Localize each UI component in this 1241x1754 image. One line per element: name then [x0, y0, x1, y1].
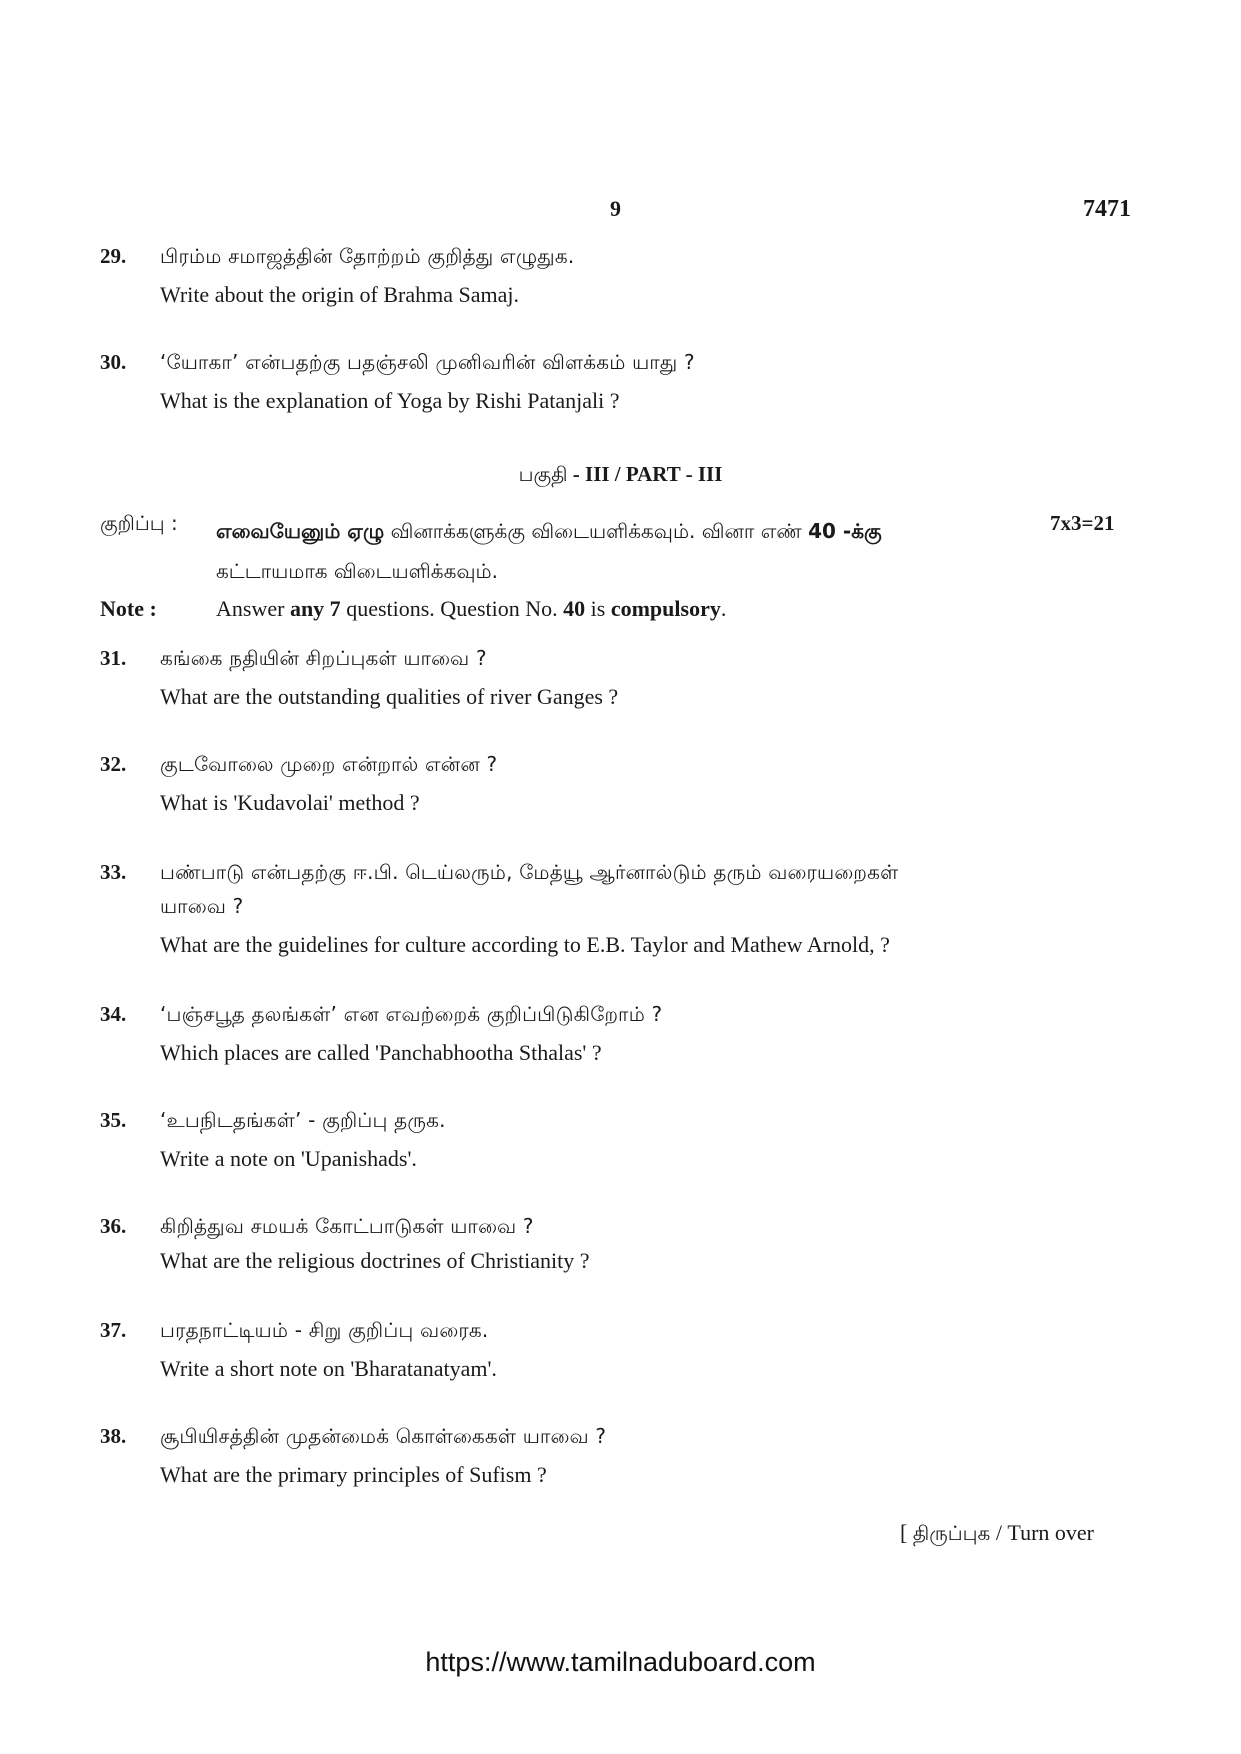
- question-text-tamil: சூபியிசத்தின் முதன்மைக் கொள்கைகள் யாவை ?: [160, 1424, 607, 1448]
- marks-allocation: 7x3=21: [1050, 511, 1115, 535]
- question-text-tamil: கங்கை நதியின் சிறப்புகள் யாவை ?: [160, 646, 487, 670]
- question-text-tamil: ‘உபநிடதங்கள்’ - குறிப்பு தருக.: [160, 1108, 446, 1132]
- question-text-tamil: பரதநாட்டியம் - சிறு குறிப்பு வரைக.: [160, 1318, 489, 1342]
- turn-over-english: / Turn over: [990, 1520, 1095, 1545]
- question-text-english: Write a short note on 'Bharatanatyam'.: [160, 1356, 497, 1381]
- question-number: 31.: [100, 646, 127, 670]
- question-text-english: What is the explanation of Yoga by Rishi Patanjali ?: [160, 388, 620, 413]
- question-number: 37.: [100, 1318, 127, 1342]
- part-title-tamil: பகுதி: [518, 462, 568, 486]
- note-text-part: questions. Question No.: [340, 596, 564, 621]
- note-emphasis: compulsory: [610, 596, 721, 621]
- question-text-english: What are the primary principles of Sufism ?: [160, 1462, 547, 1487]
- question-text-english: What is 'Kudavolai' method ?: [160, 790, 420, 815]
- note-text-part: கட்டாயமாக விடையளிக்கவும்.: [216, 559, 498, 583]
- question-text-english: Which places are called 'Panchabhootha Sthalas' ?: [160, 1040, 602, 1065]
- turn-over-note: [900, 1520, 1094, 1548]
- footer-url: https://www.tamilnaduboard.com: [425, 1647, 816, 1677]
- turn-over-tamil: திருப்புக: [912, 1521, 991, 1545]
- question-text-english: What are the outstanding qualities of river Ganges ?: [160, 684, 619, 709]
- question-text-english: What are the guidelines for culture according to E.B. Taylor and Mathew Arnold, ?: [160, 932, 890, 957]
- question-text-english: Write a note on 'Upanishads'.: [160, 1146, 417, 1171]
- question-text-tamil: கிறித்துவ சமயக் கோட்பாடுகள் யாவை ?: [160, 1214, 534, 1238]
- question-number: 33.: [100, 860, 127, 884]
- question-number: 30.: [100, 350, 127, 374]
- part-title-english: - III / PART - III: [567, 462, 723, 486]
- question-number: 35.: [100, 1108, 127, 1132]
- note-label-english: Note :: [100, 596, 157, 621]
- question-number: 38.: [100, 1424, 127, 1448]
- question-number: 32.: [100, 752, 127, 776]
- paper-code: 7471: [1083, 196, 1131, 222]
- note-text-part: is: [585, 596, 611, 621]
- part-title: [0, 462, 1241, 489]
- question-text-tamil: பிரம்ம சமாஜத்தின் தோற்றம் குறித்து எழுதுக.: [160, 244, 575, 268]
- question-number: 34.: [100, 1002, 127, 1026]
- note-text-part: .: [720, 596, 727, 621]
- turn-over-bracket: [: [900, 1520, 913, 1545]
- note-label-tamil: குறிப்பு :: [100, 511, 178, 535]
- question-text-tamil-continued: யாவை ?: [160, 894, 244, 918]
- note-emphasis: any 7: [289, 596, 341, 621]
- note-question-number: 40 -க்கு: [808, 519, 882, 543]
- note-text-tamil: [216, 511, 1036, 591]
- note-emphasis: எவையேனும் ஏழு: [216, 519, 385, 543]
- page-number: 9: [610, 196, 621, 221]
- question-number: 29.: [100, 244, 127, 268]
- note-text-part: வினாக்களுக்கு விடையளிக்கவும். வினா எண்: [384, 519, 809, 543]
- question-text-tamil: பண்பாடு என்பதற்கு ஈ.பி. டெய்லரும், மேத்யூ ஆர்னால்டும் தரும் வரையறைகள்: [160, 860, 899, 884]
- question-text-english: What are the religious doctrines of Christianity ?: [160, 1248, 590, 1273]
- question-text-english: Write about the origin of Brahma Samaj.: [160, 282, 519, 307]
- note-text-part: Answer: [216, 596, 290, 621]
- question-text-tamil: குடவோலை முறை என்றால் என்ன ?: [160, 752, 498, 776]
- note-text-english: [216, 596, 726, 622]
- question-number: 36.: [100, 1214, 127, 1238]
- question-text-tamil: ‘பஞ்சபூத தலங்கள்’ என எவற்றைக் குறிப்பிடுகிறோம் ?: [160, 1002, 663, 1026]
- question-text-tamil: ‘யோகா’ என்பதற்கு பதஞ்சலி முனிவரின் விளக்கம் யாது ?: [160, 350, 695, 374]
- note-question-number: 40: [563, 596, 586, 621]
